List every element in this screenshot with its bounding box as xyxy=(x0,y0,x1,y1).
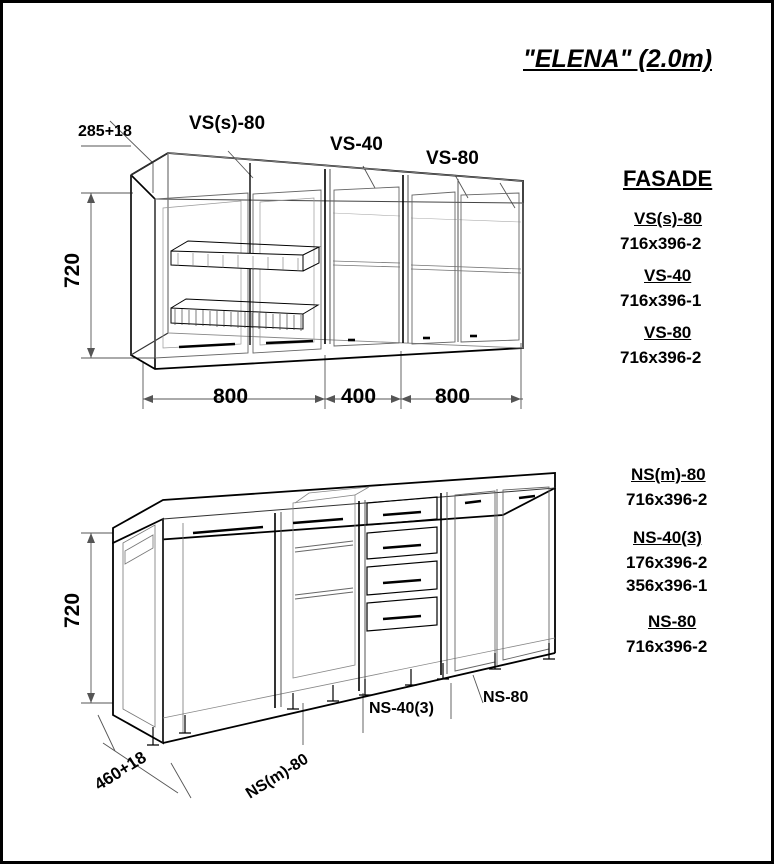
upper-width-400: 400 xyxy=(341,385,377,408)
fasade-item-2-name: VS-80 xyxy=(644,323,692,342)
module-label-ns80: NS-80 xyxy=(483,689,529,706)
fasade-heading: FASADE xyxy=(623,166,713,191)
base-item-2-size-0: 716x396-2 xyxy=(626,637,708,656)
page-title: "ELENA" (2.0m) xyxy=(523,45,713,73)
module-label-vs80: VS-80 xyxy=(426,148,479,169)
module-label-nsm80: NS(m)-80 xyxy=(243,750,312,803)
fasade-item-1-name: VS-40 xyxy=(644,266,692,285)
fasade-item-1-size-0: 716x396-1 xyxy=(620,291,702,310)
fasade-item-0-name: VS(s)-80 xyxy=(634,209,703,228)
base-item-0-name: NS(m)-80 xyxy=(631,465,706,484)
base-item-1-size-1: 356x396-1 xyxy=(626,576,708,595)
fasade-item-0-size-0: 716x396-2 xyxy=(620,234,702,253)
fasade-item-2-size-0: 716x396-2 xyxy=(620,348,702,367)
upper-depth-label: 285+18 xyxy=(78,123,132,140)
lower-height-dim: 720 xyxy=(61,592,84,628)
base-item-1-size-0: 176x396-2 xyxy=(626,553,708,572)
base-item-2-name: NS-80 xyxy=(648,612,697,631)
upper-height-dim: 720 xyxy=(61,252,84,288)
upper-width-800-right: 800 xyxy=(435,385,471,408)
upper-width-800-left: 800 xyxy=(213,385,249,408)
module-label-vs40: VS-40 xyxy=(330,134,383,155)
base-item-1-name: NS-40(3) xyxy=(633,528,702,547)
module-label-ns403: NS-40(3) xyxy=(369,700,434,717)
module-label-vss80: VS(s)-80 xyxy=(189,113,266,134)
base-item-0-size-0: 716x396-2 xyxy=(626,490,708,509)
lower-depth-label: 460+18 xyxy=(91,747,150,795)
